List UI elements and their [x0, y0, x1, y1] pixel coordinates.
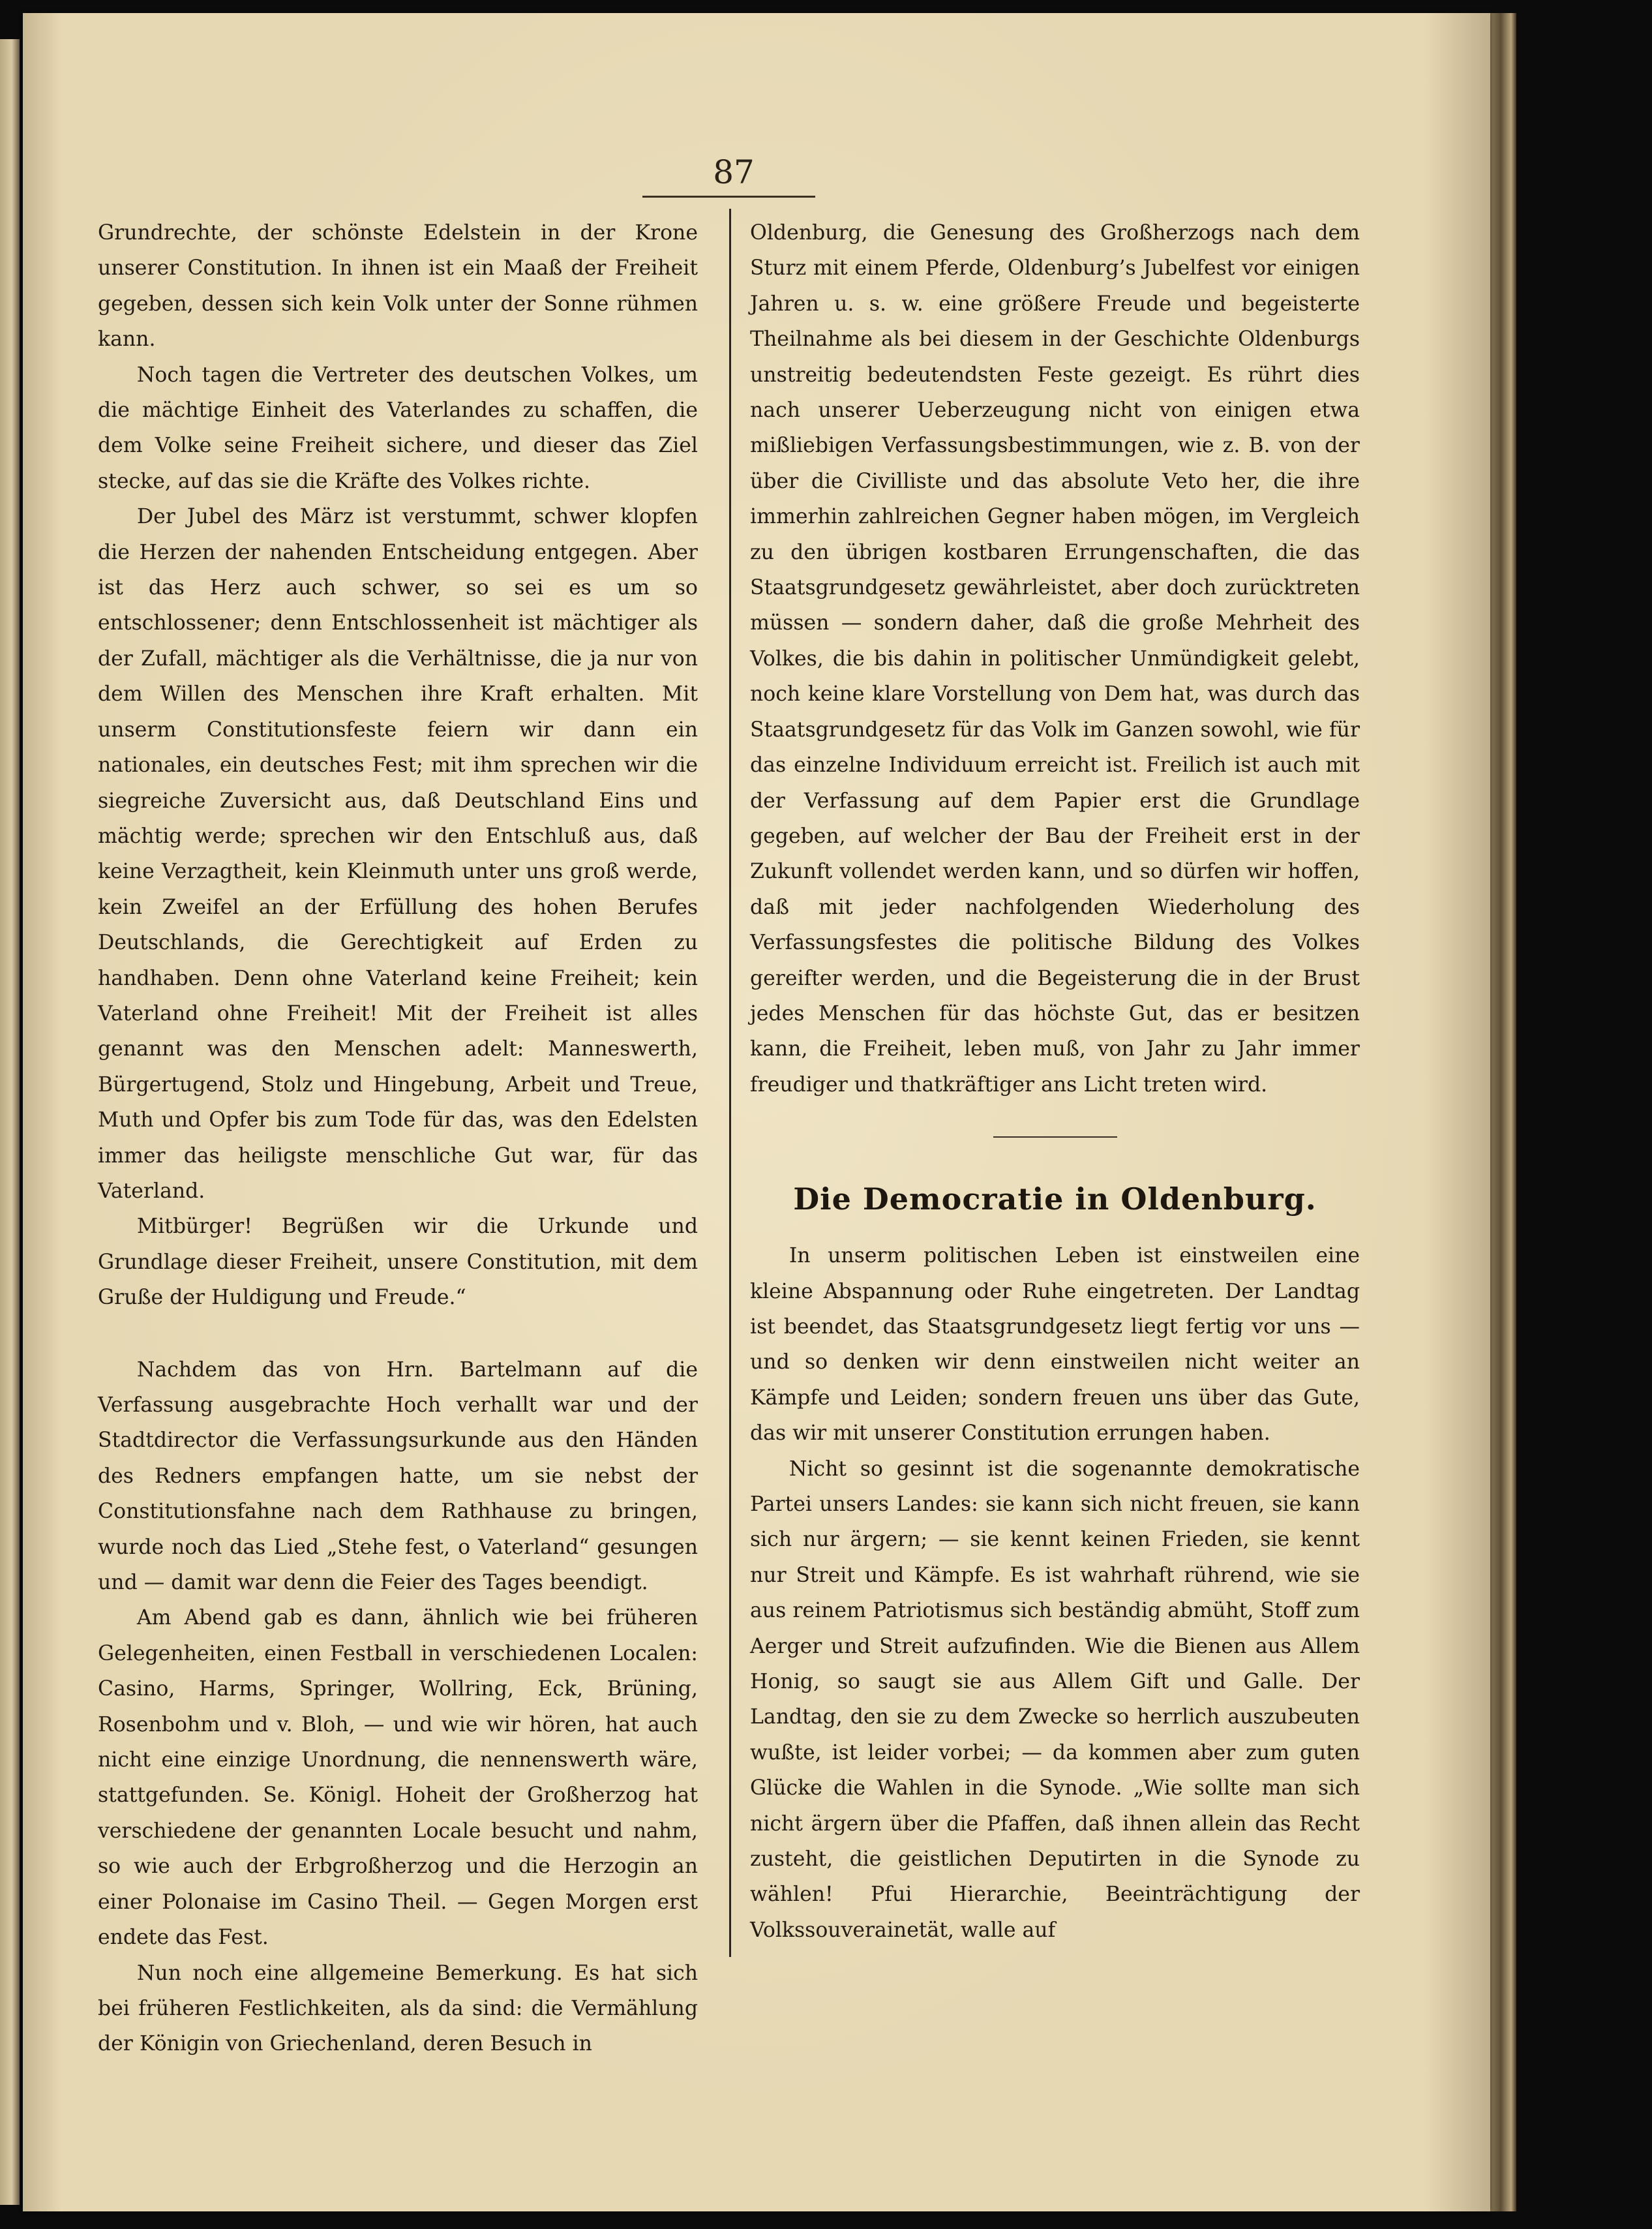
previous-page-edge: [0, 39, 20, 2205]
section-heading: Die Democratie in Oldenburg.: [793, 1181, 1317, 1217]
paragraph: Am Abend gab es dann, ähnlich wie bei früheren Gelegenheiten, einen Festball in verschiedenen Localen: Casino, Harms, Springer, Wollring, Eck, Brüning, Rosenbohm und v. Bloh, — und wie wir hören, hat auch nicht eine einzige Unordnung, die nennenswerth wäre, stattgefunden. Se. Königl. Hoheit der Großherzog hat verschiedene der genannten Locale besucht und nahm, so wie auch der Erbgroßherzog und die Herzogin an einer Polonaise im Casino Theil. — Gegen Morgen erst endete das Fest.: [98, 1606, 698, 1950]
right-column: [750, 215, 1360, 1948]
paragraph: Grundrechte, der schönste Edelstein in der Krone unserer Constitution. In ihnen ist ein Maaß der Freiheit gegeben, dessen sich kein Volk unter der Sonne rühmen kann.: [98, 221, 698, 352]
header-rule: [642, 196, 815, 198]
paragraph: Der Jubel des März ist verstummt, schwer klopfen die Herzen der nahenden Entscheidung entgegen. Aber ist das Herz auch schwer, so sei es um so entschlossener; denn Entschlossenheit ist mächtiger als der Zufall, mächtiger als die Verhältnisse, die ja nur von dem Willen des Menschen ihre Kraft erhalten. Mit unserm Constitutionsfeste feiern wir dann ein nationales, ein deutsches Fest; mit ihm sprechen wir die siegreiche Zuversicht aus, daß Deutschland Eins und mächtig werde; sprechen wir den Entschluß aus, daß keine Verzagtheit, kein Kleinmuth unter uns groß werde, kein Zweifel an der Erfüllung des hohen Berufes Deutschlands, die Gerechtigkeit auf Erden zu handhaben. Denn ohne Vaterland keine Freiheit; kein Vaterland ohne Freiheit! Mit der Freiheit ist alles genannt was den Menschen adelt: Manneswerth, Bürgertugend, Stolz und Hingebung, Arbeit und Treue, Muth und Opfer bis zum Tode für das, was den Edelsten immer das heiligste menschliche Gut war, für das Vaterland.: [98, 505, 698, 1203]
paragraph: Nachdem das von Hrn. Bartelmann auf die Verfassung ausgebrachte Hoch verhallt war und der Stadtdirector die Verfassungsurkunde aus den Händen des Redners empfangen hatte, um sie nebst der Constitutionsfahne nach dem Rathhause zu bringen, wurde noch das Lied „Stehe fest, o Vaterland“ gesungen und — damit war denn die Feier des Tages beendigt.: [98, 1357, 698, 1595]
paragraph: Mitbürger! Begrüßen wir die Urkunde und Grundlage dieser Freiheit, unsere Constitution, mit dem Gruße der Huldigung und Freude.“: [98, 1215, 698, 1310]
section-rule: [993, 1136, 1117, 1138]
paragraph: Nicht so gesinnt ist die sogenannte demokratische Partei unsers Landes: sie kann sich nicht freuen, sie kann sich nur ärgern; — sie kennt keinen Frieden, sie kennt nur Streit und Kämpfe. Es ist wahrhaft rührend, wie sie aus reinem Patriotismus sich beständig abmüht, Stoff zum Aerger und Streit aufzufinden. Wie die Bienen aus Allem Honig, so saugt sie aus Allem Gift und Galle. Der Landtag, den sie zu dem Zwecke so herrlich auszubeuten wußte, ist leider vorbei; — da kommen aber zum guten Glücke die Wahlen in die Synode. „Wie sollte man sich nicht ärgern über die Pfaffen, daß ihnen allein das Recht zusteht, die geistlichen Deputirten in die Synode zu wählen! Pfui Hierarchie, Beeinträchtigung der Volkssouverainetät, walle auf: [750, 1457, 1360, 1942]
column-divider: [729, 209, 731, 1957]
left-column: [98, 215, 698, 2062]
book-edge: [1490, 13, 1516, 2211]
page-number: 87: [713, 153, 755, 191]
paragraph: Oldenburg, die Genesung des Großherzogs nach dem Sturz mit einem Pferde, Oldenburg’s Jubelfest vor einigen Jahren u. s. w. eine größere Freude und begeisterte Theilnahme als bei diesem in der Geschichte Oldenburgs unstreitig bedeutendsten Feste gezeigt. Es rührt dies nach unserer Ueberzeugung nicht von einigen etwa mißliebigen Verfassungsbestimmungen, wie z. B. von der über die Civilliste und das absolute Veto her, die ihre immerhin zahlreichen Gegner haben mögen, im Vergleich zu den übrigen kostbaren Errungenschaften, die das Staatsgrundgesetz gewährleistet, aber doch zurücktreten müssen — sondern daher, daß die große Mehrheit des Volkes, die bis dahin in politischer Unmündigkeit gelebt, noch keine klare Vorstellung von Dem hat, was durch das Staatsgrundgesetz für das Volk im Ganzen sowohl, wie für das einzelne Individuum erreicht ist. Freilich ist auch mit der Verfassung auf dem Papier erst die Grundlage gegeben, auf welcher der Bau der Freiheit erst in der Zukunft vollendet werden kann, und so dürfen wir hoffen, daß mit jeder nachfolgenden Wiederholung des Verfassungsfestes die politische Bildung des Volkes gereifter werden, und die Begeisterung die in der Brust jedes Menschen für das höchste Gut, das er besitzen kann, die Freiheit, leben muß, von Jahr zu Jahr immer freudiger und thatkräftiger ans Licht treten wird.: [750, 221, 1360, 1097]
paragraph: Nun noch eine allgemeine Bemerkung. Es hat sich bei früheren Festlichkeiten, als da sind: die Vermählung der Königin von Griechenland, deren Besuch in: [98, 1961, 698, 2056]
paragraph: In unserm politischen Leben ist einstweilen eine kleine Abspannung oder Ruhe eingetreten. Der Landtag ist beendet, das Staatsgrundgesetz liegt fertig vor uns — und so denken wir denn einstweilen nicht weiter an Kämpfe und Leiden; sondern freuen uns über das Gute, das wir mit unserer Constitution errungen haben.: [750, 1244, 1360, 1446]
paragraph: Noch tagen die Vertreter des deutschen Volkes, um die mächtige Einheit des Vaterlandes zu schaffen, die dem Volke seine Freiheit sichere, und dieser das Ziel stecke, auf das sie die Kräfte des Volkes richte.: [98, 363, 698, 493]
